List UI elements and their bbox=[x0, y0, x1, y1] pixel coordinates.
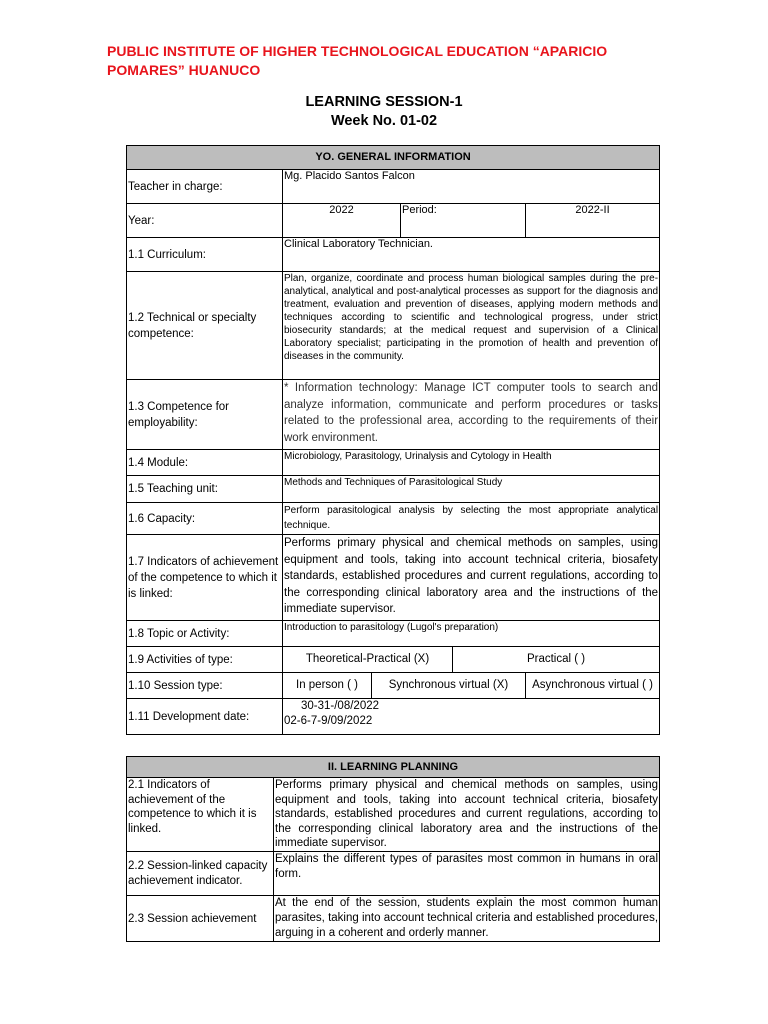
module-label: 1.4 Module: bbox=[127, 450, 283, 476]
year-value: 2022 bbox=[283, 204, 401, 238]
institution-name: PUBLIC INSTITUTE OF HIGHER TECHNOLOGICAL EDUCATION “APARICIO POMARES” HUANUCO bbox=[107, 43, 608, 78]
session-achievement-label: 2.3 Session achievement bbox=[127, 896, 274, 942]
curriculum-value: Clinical Laboratory Technician. bbox=[283, 238, 660, 272]
session-achievement-value: At the end of the session, students explain the most common human parasites, taking into account technical criteria and established procedures, arguing in a coherent and orderly manner. bbox=[274, 896, 660, 942]
employability-label: 1.3 Competence for employability: bbox=[127, 380, 283, 450]
development-date-label: 1.11 Development date: bbox=[127, 699, 283, 735]
indicators-label: 1.7 Indicators of achievement of the competence to which it is linked: bbox=[127, 535, 283, 621]
employability-value: * Information technology: Manage ICT computer tools to search and analyze information, communicate and perform procedures or tasks related to the professional area, according to the requirements of their work environment. bbox=[283, 380, 660, 450]
learning-planning-table bbox=[126, 756, 660, 942]
planning-indicators-value: Performs primary physical and chemical methods on samples, using equipment and tools, taking into account technical criteria, biosafety standards, established procedures and current regulations, according to the corresponding clinical laboratory area and the instructions of the immediate supervisor. bbox=[274, 778, 660, 852]
activity-practical: Practical ( ) bbox=[453, 647, 660, 673]
indicators-value: Performs primary physical and chemical methods on samples, using equipment and tools, taking into account technical criteria, biosafety standards, established procedures and current regulations, according to the corresponding clinical laboratory area and the instructions of the immediate supervisor. bbox=[283, 535, 660, 621]
capacity-value: Perform parasitological analysis by selecting the most appropriate analytical technique. bbox=[283, 503, 660, 535]
week-number: Week No. 01-02 bbox=[330, 113, 438, 129]
topic-label: 1.8 Topic or Activity: bbox=[127, 621, 283, 647]
learning-planning-heading: II. LEARNING PLANNING bbox=[127, 757, 660, 778]
development-date-august: 30-31-/08/2022 bbox=[301, 700, 380, 712]
activities-label: 1.9 Activities of type: bbox=[127, 647, 283, 673]
planning-indicators-label: 2.1 Indicators of achievement of the competence to which it is linked. bbox=[127, 778, 274, 852]
technical-competence-label: 1.2 Technical or specialty competence: bbox=[127, 272, 283, 380]
general-info-heading: YO. GENERAL INFORMATION bbox=[127, 146, 660, 170]
teacher-value: Mg. Placido Santos Falcon bbox=[283, 170, 660, 204]
module-value: Microbiology, Parasitology, Urinalysis and Cytology in Health bbox=[283, 450, 660, 476]
teacher-label: Teacher in charge: bbox=[127, 170, 283, 204]
planning-capacity-label: 2.2 Session-linked capacity achievement indicator. bbox=[127, 852, 274, 896]
session-type-in-person: In person ( ) bbox=[283, 673, 372, 699]
teaching-unit-label: 1.5 Teaching unit: bbox=[127, 476, 283, 503]
session-type-asynchronous: Asynchronous virtual ( ) bbox=[526, 673, 660, 699]
session-type-label: 1.10 Session type: bbox=[127, 673, 283, 699]
session-type-synchronous: Synchronous virtual (X) bbox=[372, 673, 526, 699]
topic-value: Introduction to parasitology (Lugol's preparation) bbox=[283, 621, 660, 647]
capacity-label: 1.6 Capacity: bbox=[127, 503, 283, 535]
session-title-text: LEARNING SESSION-1 bbox=[305, 94, 463, 110]
teaching-unit-value: Methods and Techniques of Parasitological Study bbox=[283, 476, 660, 503]
technical-competence-value: Plan, organize, coordinate and process human biological samples during the pre-analytical, analytical and post-analytical processes as support for the diagnosis and treatment, evaluation and prevention of diseases, applying modern methods and techniques according to scientific and technological progress, under strict biosecurity standards; at the medical request and supervision of a Clinical Laboratory specialist; participating in the promotion of health and prevention of diseases in the community. bbox=[283, 272, 660, 380]
period-value: 2022-II bbox=[526, 204, 660, 238]
general-information-table bbox=[126, 145, 660, 735]
curriculum-label: 1.1 Curriculum: bbox=[127, 238, 283, 272]
activity-theoretical-practical: Theoretical-Practical (X) bbox=[283, 647, 453, 673]
year-label: Year: bbox=[127, 204, 283, 238]
planning-capacity-value: Explains the different types of parasites most common in humans in oral form. bbox=[274, 852, 660, 896]
session-title bbox=[0, 93, 768, 131]
period-label: Period: bbox=[401, 204, 526, 238]
development-date-september: 02-6-7-9/09/2022 bbox=[284, 715, 373, 727]
development-date-value bbox=[283, 699, 660, 735]
